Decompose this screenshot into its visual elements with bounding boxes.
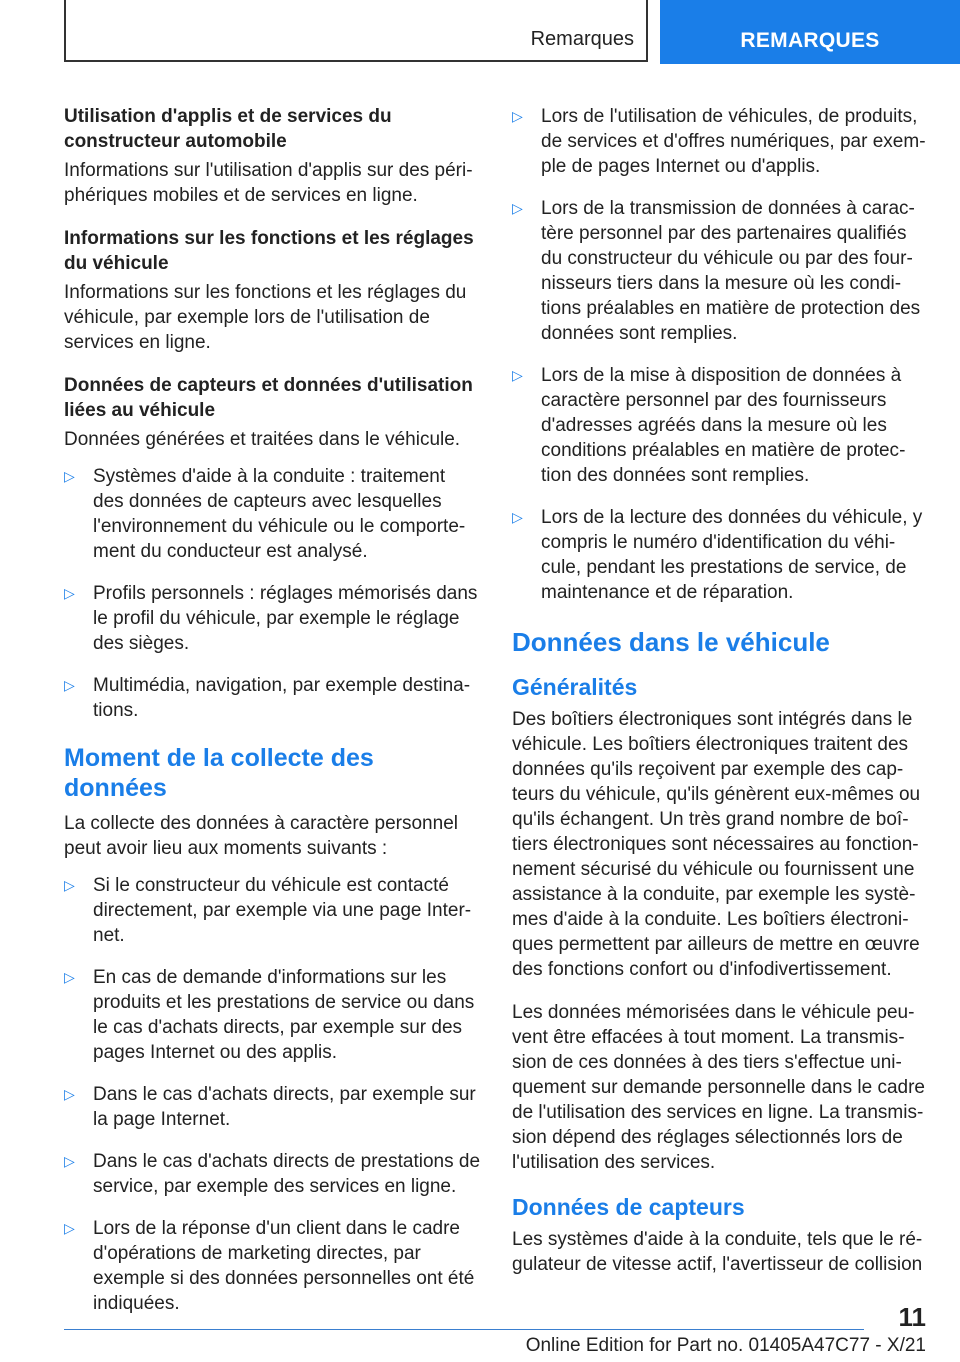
triangle-bullet-icon: ▷ [64, 969, 75, 985]
triangle-bullet-icon: ▷ [512, 200, 523, 216]
list-item-text: Si le constructeur du véhicule est contacté directement, par exemple via une page Internet. [93, 875, 472, 946]
list-item-text: Lors de l'utilisation de véhicules, de produits, de services et d'offres numériques, par exemple de pages Internet ou d'applis. [541, 106, 926, 177]
list-item [512, 505, 927, 605]
heading-donnees-capteurs: Données de capteurs [512, 1194, 745, 1220]
list-item [64, 1149, 480, 1199]
list-item [512, 363, 927, 488]
list-item [64, 965, 480, 1065]
paragraph-capteurs-utilisation: Données générées et traitées dans le véhicule. [64, 429, 461, 450]
list-item [64, 873, 480, 948]
list-item-text: Multimédia, navigation, par exemple destinations. [93, 675, 471, 721]
list-moment-collecte-continued [512, 104, 927, 605]
list-item [512, 196, 927, 346]
list-item-text: Lors de la mise à disposition de données à caractère personnel par des fournisseurs d'adresses agréés dans la mesure où les conditions préalables en matière de protection des données sont remplies. [541, 365, 906, 486]
paragraph-generalites-2: Les données mémorisées dans le véhicule peuvent être effacées à tout moment. La transmission de ces données à des tiers s'effectue uniquement sur demande personnelle dans le cadre de l'utilisation des services en ligne. La transmission dépend des réglages sélectionnés lors de l'utilisation des services. [512, 1002, 925, 1173]
heading-donnees-vehicule: Données dans le véhicule [512, 627, 830, 657]
header-chapter-title: REMARQUES [740, 29, 880, 52]
footer-divider [64, 1329, 864, 1330]
heading-moment-collecte: Moment de la collecte des données [64, 744, 374, 802]
triangle-bullet-icon: ▷ [64, 1153, 75, 1169]
triangle-bullet-icon: ▷ [512, 108, 523, 124]
list-item [64, 581, 480, 656]
list-item [64, 1216, 480, 1316]
list-item-text: En cas de demande d'informations sur les produits et les prestations de service ou dans le cas d'achats directs, par exemple sur des pages Internet ou des applis. [93, 967, 475, 1063]
paragraph-donnees-capteurs: Les systèmes d'aide à la conduite, tels que le régulateur de vitesse actif, l'avertisseur de collision [512, 1229, 923, 1275]
paragraph-fonctions: Informations sur les fonctions et les réglages du véhicule, par exemple lors de l'utilisation de services en ligne. [64, 282, 467, 353]
paragraph-moment-collecte: La collecte des données à caractère personnel peut avoir lieu aux moments suivants : [64, 813, 458, 859]
paragraph-generalites-1: Des boîtiers électroniques sont intégrés dans le véhicule. Les boîtiers électroniques traitent des données qu'ils reçoivent par exemple des capteurs du véhicule, qu'ils génèrent eux-mêmes ou qu'ils échangent. Un très grand nombre de boîtiers électroniques sont nécessaires au fonctionnement sécurisé du véhicule ou fournissent une assistance à la conduite, par exemple les systèmes d'aide à la conduite. Les boîtiers électroniques permettent par ailleurs de mettre en œuvre des fonctions confort ou d'infodivertissement. [512, 709, 921, 980]
subheading-fonctions: Informations sur les fonctions et les réglages du véhicule [64, 228, 474, 274]
list-item [64, 1082, 480, 1132]
list-item-text: Lors de la réponse d'un client dans le cadre d'opérations de marketing directes, par exemple si des données personnelles ont été indiquées. [93, 1218, 475, 1314]
list-moment-collecte [64, 873, 480, 1316]
triangle-bullet-icon: ▷ [64, 877, 75, 893]
subheading-capteurs-utilisation: Données de capteurs et données d'utilisation liées au véhicule [64, 375, 473, 421]
triangle-bullet-icon: ▷ [64, 1086, 75, 1102]
list-item [64, 673, 480, 723]
list-item [512, 104, 927, 179]
list-item [64, 464, 480, 564]
triangle-bullet-icon: ▷ [64, 1220, 75, 1236]
page-number: 11 [898, 1302, 926, 1332]
list-item-text: Dans le cas d'achats directs de prestations de service, par exemple des services en ligne. [93, 1151, 481, 1197]
heading-generalites: Généralités [512, 674, 638, 700]
subheading-applis: Utilisation d'applis et de services du constructeur automobile [64, 106, 392, 152]
triangle-bullet-icon: ▷ [64, 585, 75, 601]
list-item-text: Dans le cas d'achats directs, par exemple sur la page Internet. [93, 1084, 476, 1130]
list-capteurs-utilisation [64, 464, 480, 723]
triangle-bullet-icon: ▷ [512, 509, 523, 525]
triangle-bullet-icon: ▷ [512, 367, 523, 383]
list-item-text: Lors de la lecture des données du véhicule, y compris le numéro d'identification du véhicule, pendant les prestations de service, de maintenance et de réparation. [541, 507, 923, 603]
list-item-text: Lors de la transmission de données à caractère personnel par des partenaires qualifiés du constructeur du véhicule ou par des fournisseurs tiers dans la mesure où les conditions préalables en matière de protection des données sont remplies. [541, 198, 921, 344]
list-item-text: Systèmes d'aide à la conduite : traitement des données de capteurs avec lesquelles l'environnement du véhicule ou le comportement du conducteur est analysé. [93, 466, 466, 562]
footer-edition-text: Online Edition for Part no. 01405A47C77 - X/21 [525, 1335, 926, 1356]
header-chapter-tab [660, 0, 960, 64]
left-column [64, 104, 480, 1333]
triangle-bullet-icon: ▷ [64, 677, 75, 693]
right-column [512, 104, 927, 1295]
paragraph-applis: Informations sur l'utilisation d'applis sur des périphériques mobiles et de services en ligne. [64, 160, 473, 206]
list-item-text: Profils personnels : réglages mémorisés dans le profil du véhicule, par exemple le réglage des sièges. [93, 583, 478, 654]
triangle-bullet-icon: ▷ [64, 468, 75, 484]
header-section-title: Remarques [530, 28, 634, 50]
header-section-box [64, 0, 648, 62]
